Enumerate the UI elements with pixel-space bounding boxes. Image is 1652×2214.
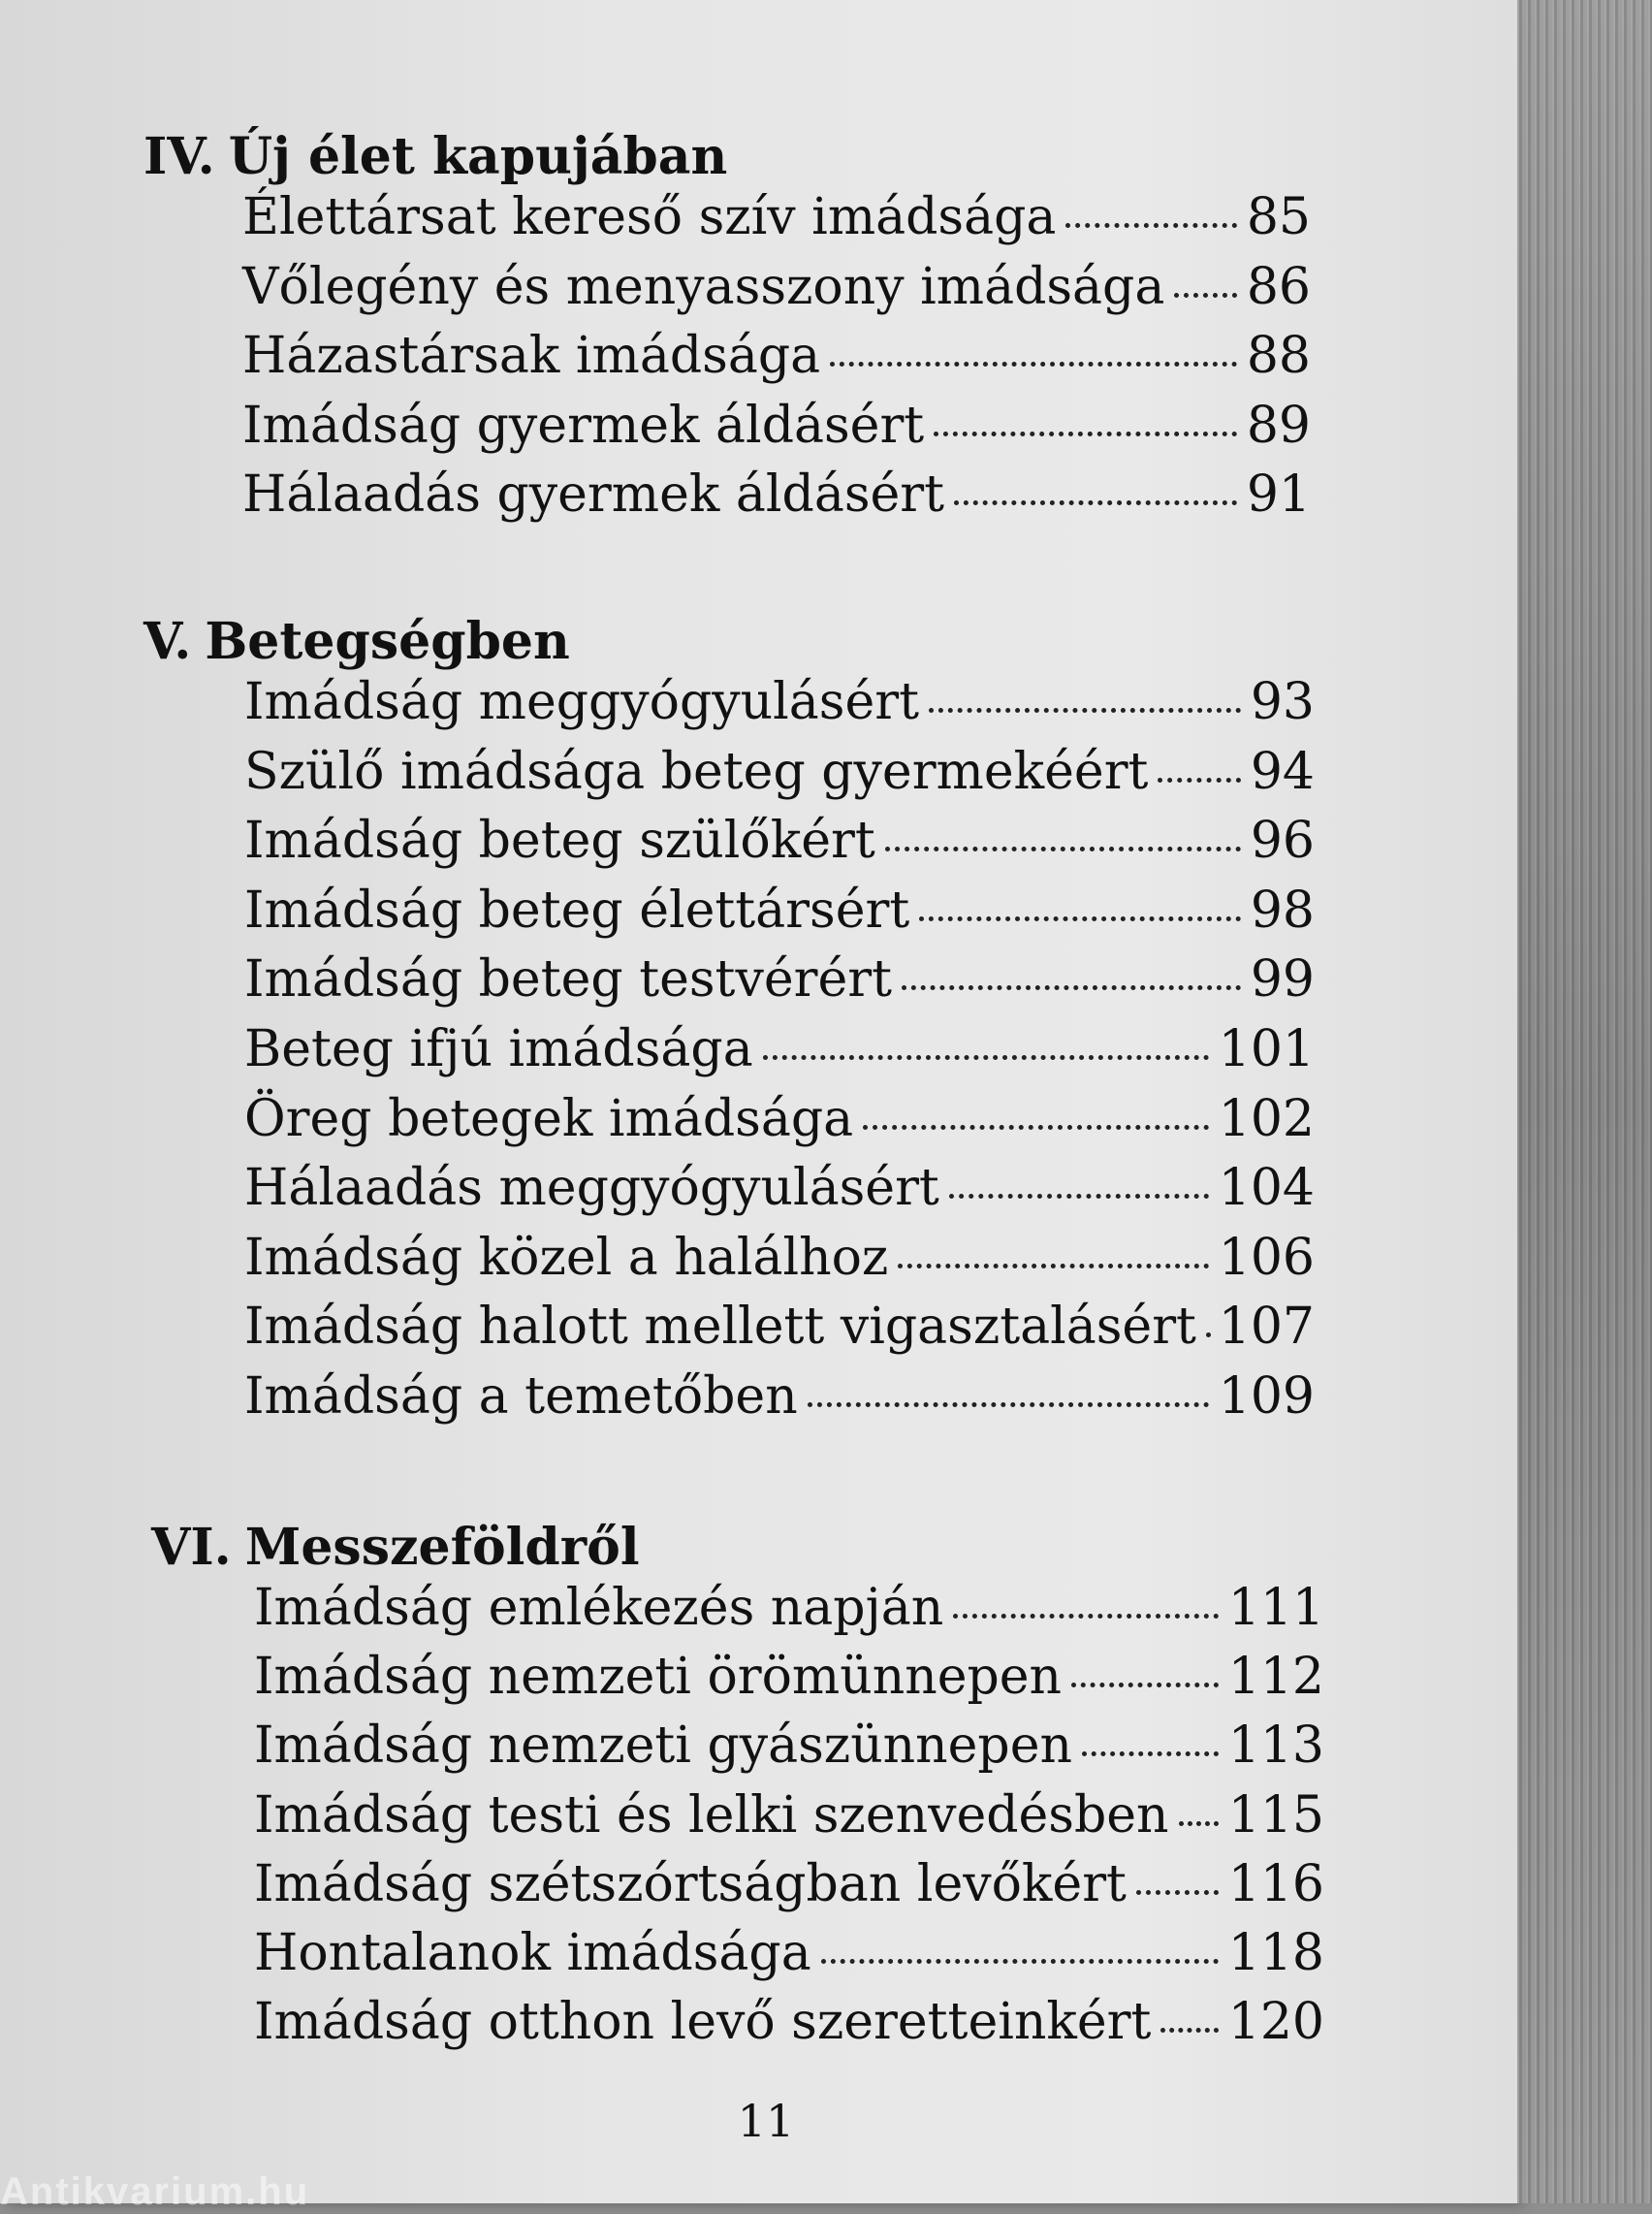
section-title: Messzeföldről xyxy=(244,1518,640,1577)
dot-leader xyxy=(808,1402,1209,1407)
toc-entry-page: 111 xyxy=(1227,1579,1324,1637)
toc-entry-page: 120 xyxy=(1227,1993,1324,2051)
toc-entry[interactable] xyxy=(254,1987,1324,2057)
toc-entry[interactable] xyxy=(254,1711,1324,1781)
toc-entry-page: 91 xyxy=(1246,465,1311,524)
toc-entry[interactable] xyxy=(254,1849,1324,1919)
toc-entry[interactable] xyxy=(242,460,1311,529)
dot-leader xyxy=(821,1959,1219,1964)
dot-leader xyxy=(863,1125,1209,1130)
watermark: Antikvarium.hu xyxy=(0,2170,310,2213)
toc-entry-page: 85 xyxy=(1246,188,1311,246)
dot-leader xyxy=(1158,778,1240,783)
toc-entry-page: 116 xyxy=(1227,1855,1324,1913)
toc-entry-page: 113 xyxy=(1227,1717,1324,1775)
toc-entry-title: Imádság testi és lelki szenvedésben xyxy=(254,1786,1169,1845)
toc-entry[interactable] xyxy=(242,252,1311,322)
toc-entry-page: 88 xyxy=(1246,327,1311,385)
toc-entry-title: Beteg ifjú imádsága xyxy=(244,1020,753,1078)
toc-entry[interactable] xyxy=(244,1084,1315,1154)
toc-entry-title: Hontalanok imádsága xyxy=(254,1924,811,1982)
toc-entry-title: Imádság nemzeti örömünnepen xyxy=(254,1648,1063,1706)
toc-entry-title: Imádság közel a halálhoz xyxy=(244,1229,889,1287)
toc-entry[interactable] xyxy=(254,1781,1324,1850)
toc-entry[interactable] xyxy=(254,1573,1324,1643)
toc-entry-title: Élettársat kereső szív imádsága xyxy=(242,188,1057,246)
toc-entry-page: 86 xyxy=(1246,258,1311,316)
toc-entry[interactable] xyxy=(244,667,1315,737)
section-title: Betegségben xyxy=(205,612,570,671)
toc-entry-title: Imádság meggyógyulásért xyxy=(244,673,919,731)
toc-entry-page: 106 xyxy=(1218,1229,1315,1287)
dot-leader xyxy=(885,847,1241,851)
toc-entry[interactable] xyxy=(254,1642,1324,1712)
section-number: V. xyxy=(143,612,192,671)
toc-entry-title: Imádság otthon levő szeretteinkért xyxy=(254,1993,1152,2051)
toc-entry[interactable] xyxy=(244,945,1315,1014)
page-number: 11 xyxy=(737,2095,795,2147)
section-number: IV. xyxy=(143,127,215,186)
toc-entry[interactable] xyxy=(244,1292,1315,1362)
toc-entry[interactable] xyxy=(254,1918,1324,1988)
dot-leader xyxy=(1082,1751,1219,1756)
toc-entry-title: Imádság szétszórtságban levőkért xyxy=(254,1855,1127,1913)
toc-entry[interactable] xyxy=(244,806,1315,876)
dot-leader xyxy=(949,1194,1209,1199)
dot-leader xyxy=(1179,1821,1219,1826)
toc-entry[interactable] xyxy=(244,1014,1315,1084)
toc-entry-title: Szülő imádsága beteg gyermekéért xyxy=(244,743,1149,801)
toc-entry-title: Vőlegény és menyasszony imádsága xyxy=(242,258,1165,316)
dot-leader xyxy=(763,1055,1209,1060)
dot-leader xyxy=(934,432,1237,436)
dot-leader xyxy=(1136,1890,1219,1895)
toc-entry-title: Hálaadás meggyógyulásért xyxy=(244,1159,939,1217)
toc-entry-page: 93 xyxy=(1250,673,1315,731)
dot-leader xyxy=(830,362,1237,367)
dot-leader xyxy=(898,1264,1208,1268)
dot-leader xyxy=(919,916,1241,921)
toc-entry-page: 107 xyxy=(1218,1298,1315,1356)
dot-leader xyxy=(1071,1683,1219,1687)
toc-entry-page: 96 xyxy=(1250,812,1315,870)
toc-entry-page: 89 xyxy=(1246,397,1311,455)
dot-leader xyxy=(954,500,1237,505)
dot-leader xyxy=(1065,223,1236,228)
toc-entry-title: Imádság gyermek áldásért xyxy=(242,397,925,455)
toc-entry[interactable] xyxy=(244,1153,1315,1223)
toc-entry[interactable] xyxy=(244,737,1315,807)
toc-entry[interactable] xyxy=(242,182,1311,252)
toc-entry-title: Imádság beteg élettársért xyxy=(244,882,910,940)
toc-entry-title: Imádság nemzeti gyászünnepen xyxy=(254,1717,1072,1775)
toc-entry-page: 98 xyxy=(1250,882,1315,940)
book-page-edge xyxy=(1517,0,1652,2203)
dot-leader xyxy=(902,985,1241,990)
toc-entry-page: 115 xyxy=(1227,1786,1324,1845)
dot-leader xyxy=(1174,293,1236,298)
toc-entry[interactable] xyxy=(244,876,1315,946)
toc-entry-page: 94 xyxy=(1250,743,1315,801)
toc-entry-title: Házastársak imádsága xyxy=(242,327,821,385)
toc-entry-page: 118 xyxy=(1227,1924,1324,1982)
dot-leader xyxy=(1160,2028,1218,2033)
toc-entry-page: 112 xyxy=(1227,1648,1324,1706)
toc-entry-title: Imádság halott mellett vigasztalásért xyxy=(244,1298,1196,1356)
toc-entry[interactable] xyxy=(244,1362,1315,1431)
toc-entry-page: 104 xyxy=(1218,1159,1315,1217)
toc-entry-title: Imádság beteg szülőkért xyxy=(244,812,875,870)
toc-entry[interactable] xyxy=(242,391,1311,461)
toc-entry-title: Imádság emlékezés napján xyxy=(254,1579,944,1637)
toc-entry-title: Öreg betegek imádsága xyxy=(244,1090,854,1148)
toc-entry-page: 99 xyxy=(1250,950,1315,1009)
dot-leader xyxy=(929,708,1241,713)
toc-entry-title: Imádság a temetőben xyxy=(244,1367,798,1426)
toc-entry[interactable] xyxy=(244,1223,1315,1293)
dot-leader xyxy=(1206,1332,1209,1337)
section-number: VI. xyxy=(151,1518,232,1577)
toc-entry-page: 102 xyxy=(1218,1090,1315,1148)
toc-entry-page: 101 xyxy=(1218,1020,1315,1078)
toc-entry-title: Hálaadás gyermek áldásért xyxy=(242,465,945,524)
section-title: Új élet kapujában xyxy=(228,127,728,186)
dot-leader xyxy=(953,1614,1219,1619)
toc-entry-title: Imádság beteg testvérért xyxy=(244,950,892,1009)
toc-entry-page: 109 xyxy=(1218,1367,1315,1426)
toc-entry[interactable] xyxy=(242,321,1311,391)
